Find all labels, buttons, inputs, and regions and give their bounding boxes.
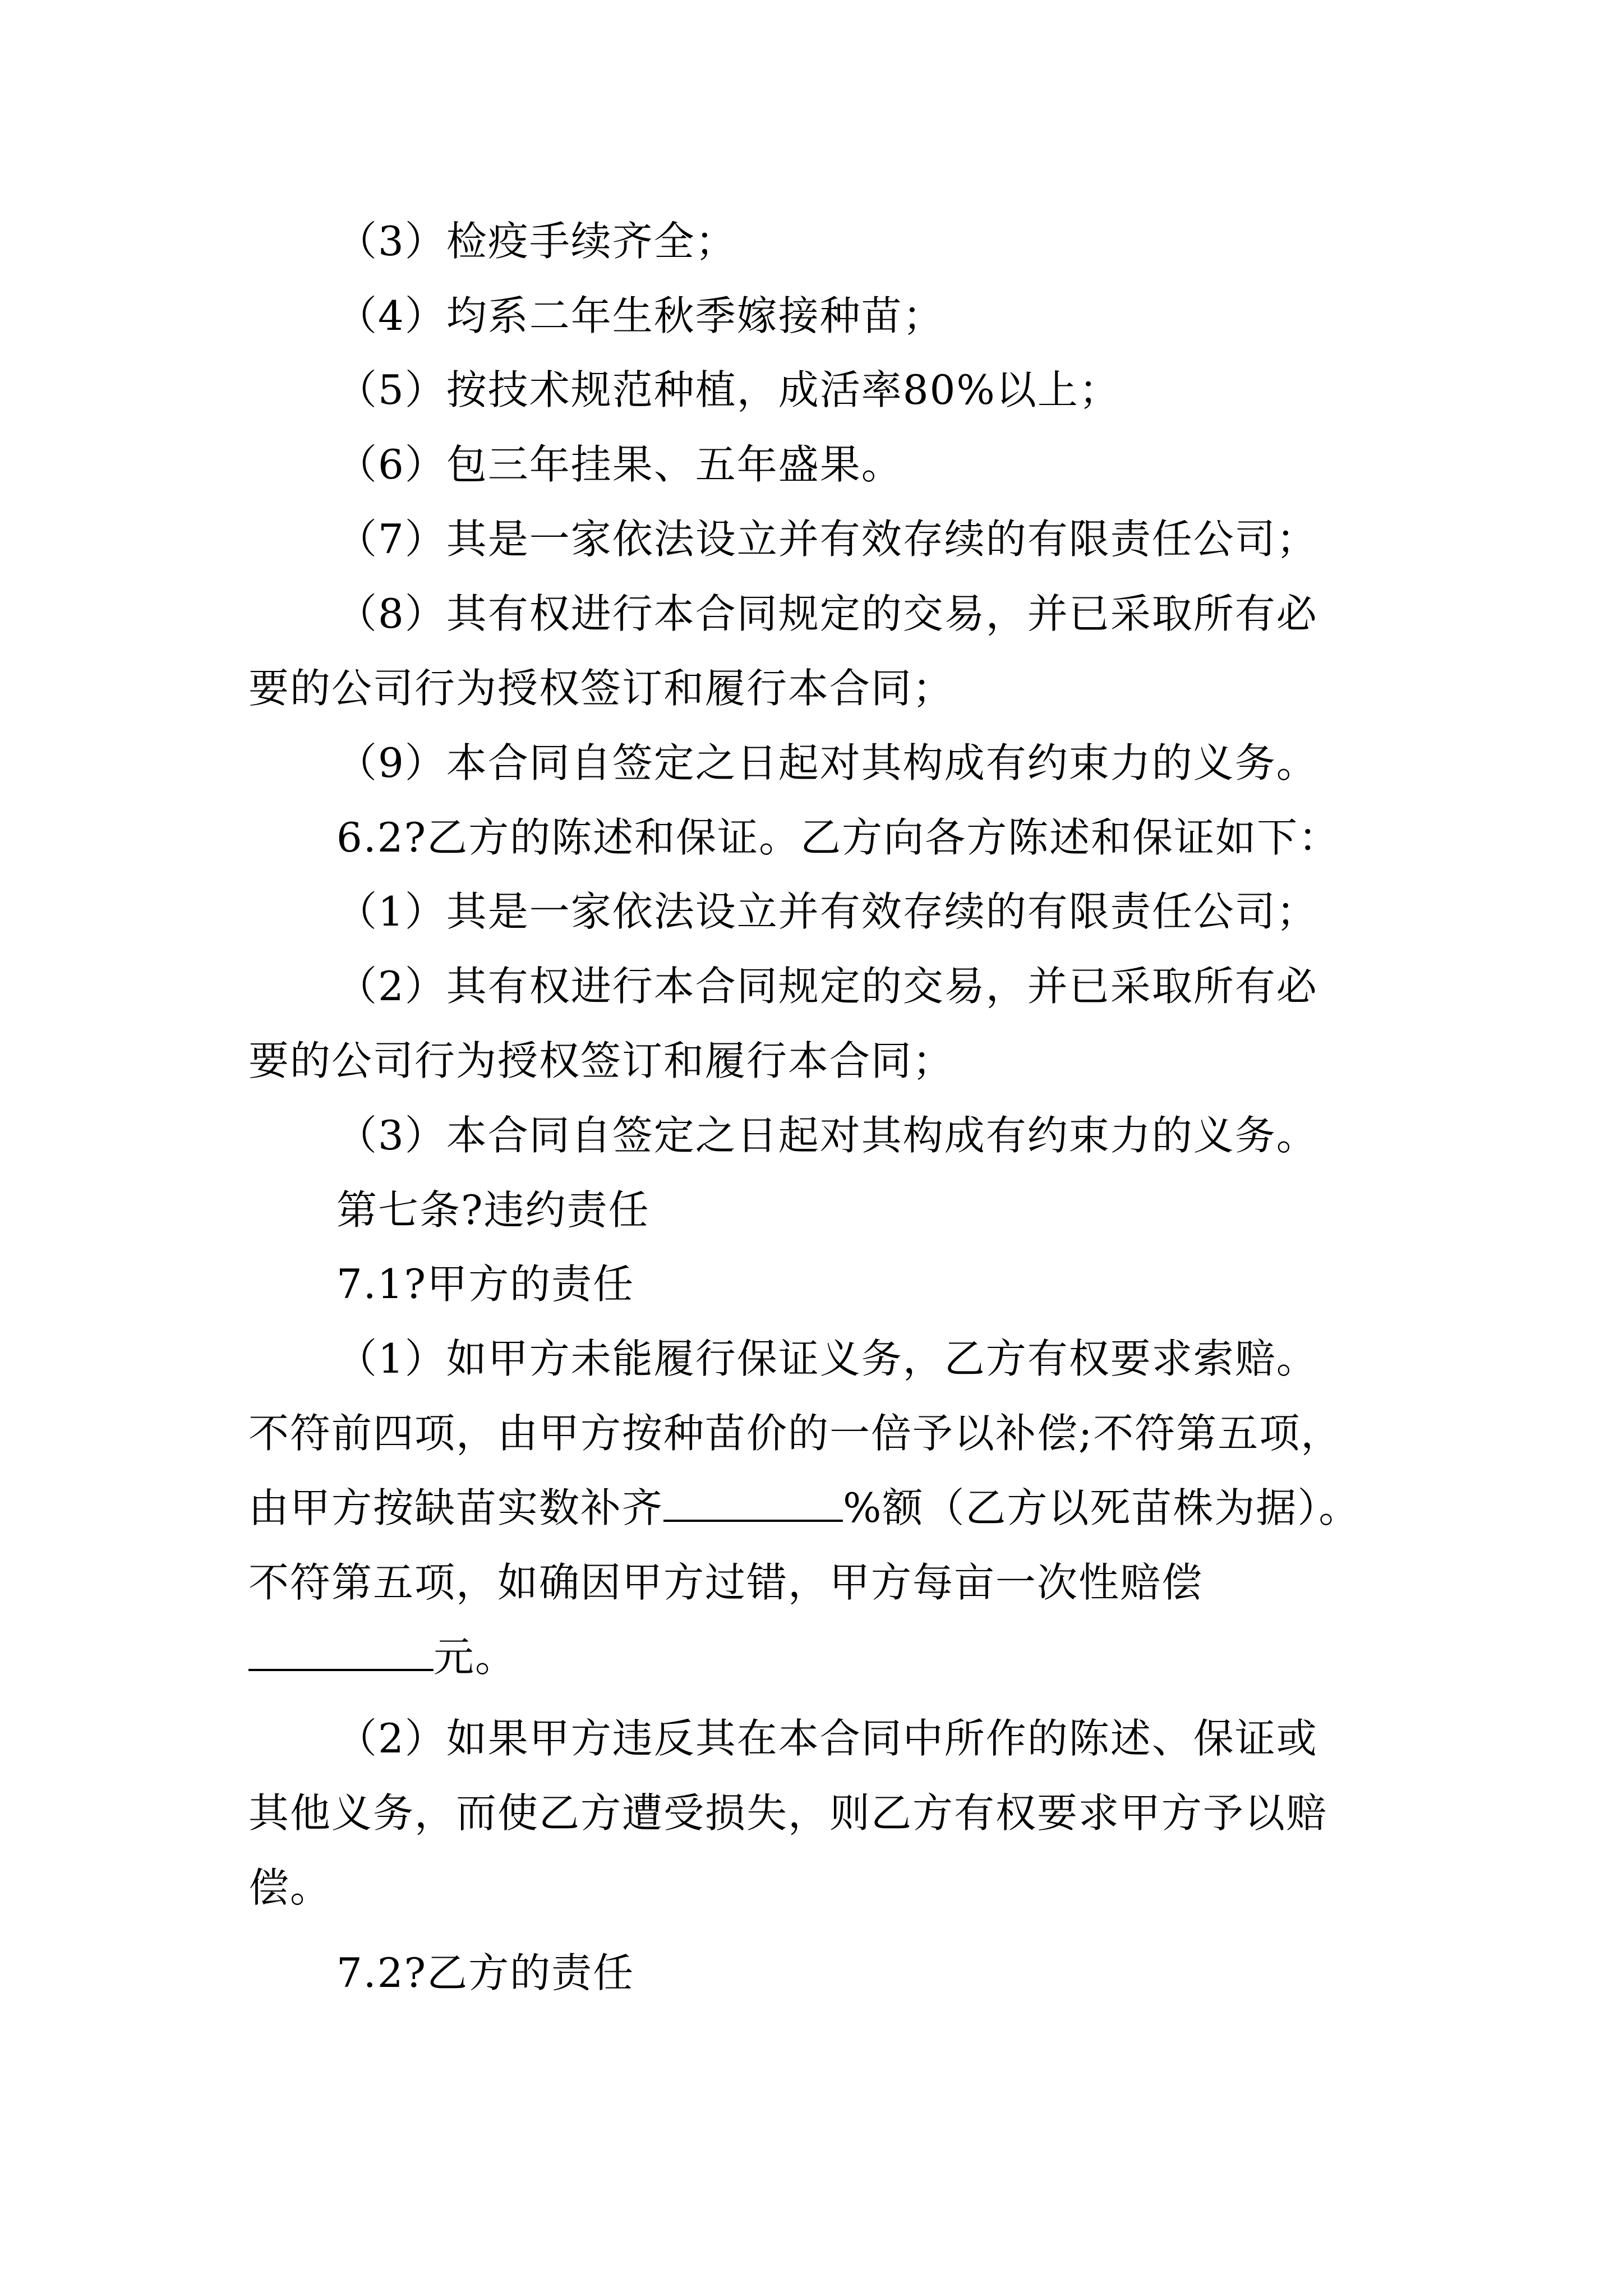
text-line: （2）如果甲方违反其在本合同中所作的陈述、保证或 xyxy=(336,1715,1318,1762)
text-line-with-blank xyxy=(248,1483,1360,1533)
text-line: （5）按技术规范种植，成活率80%以上； xyxy=(336,366,1121,413)
line-text-before-blank: 由甲方按缺苗实数补齐 xyxy=(248,1484,664,1531)
fill-in-blank xyxy=(663,1484,843,1522)
line-text-after-blank: 元。 xyxy=(434,1634,517,1681)
text-line: （9）本合同自签定之日起对其构成有约束力的义务。 xyxy=(336,739,1318,786)
text-line-with-blank xyxy=(248,1632,517,1682)
text-line: 7.2?乙方的责任 xyxy=(336,1949,635,1996)
text-line: （3）检疫手续齐全； xyxy=(336,218,737,265)
text-line: 第七条?违约责任 xyxy=(336,1186,650,1234)
text-line: （7）其是一家依法设立并有效存续的有限责任公司； xyxy=(336,516,1318,563)
text-line: 7.1?甲方的责任 xyxy=(336,1260,635,1308)
text-line: 不符第五项，如确因甲方过错，甲方每亩一次性赔偿 xyxy=(248,1559,1204,1606)
text-line: 其他义务，而使乙方遭受损失，则乙方有权要求甲方予以赔 xyxy=(248,1789,1328,1837)
text-line: （6）包三年挂果、五年盛果。 xyxy=(336,441,903,488)
text-line: 偿。 xyxy=(248,1864,332,1911)
text-line: （1）其是一家依法设立并有效存续的有限责任公司； xyxy=(336,888,1318,935)
text-line: 要的公司行为授权签订和履行本合同； xyxy=(248,1037,955,1084)
text-line: 要的公司行为授权签订和履行本合同； xyxy=(248,665,955,712)
text-line: （3）本合同自签定之日起对其构成有约束力的义务。 xyxy=(336,1112,1318,1159)
text-line: 不符前四项，由甲方按种苗价的一倍予以补偿;不符第五项， xyxy=(248,1410,1343,1457)
text-line: （1）如甲方未能履行保证义务，乙方有权要求索赔。 xyxy=(336,1335,1318,1382)
text-line: （8）其有权进行本合同规定的交易，并已采取所有必 xyxy=(336,590,1318,637)
fill-in-blank xyxy=(248,1633,434,1671)
line-text-after-blank: %额（乙方以死苗株为据）。 xyxy=(843,1484,1361,1531)
text-line: 6.2?乙方的陈述和保证。乙方向各方陈述和保证如下： xyxy=(336,814,1340,861)
text-line: （2）其有权进行本合同规定的交易，并已采取所有必 xyxy=(336,963,1318,1010)
text-line: （4）均系二年生秋季嫁接种苗； xyxy=(336,292,944,339)
